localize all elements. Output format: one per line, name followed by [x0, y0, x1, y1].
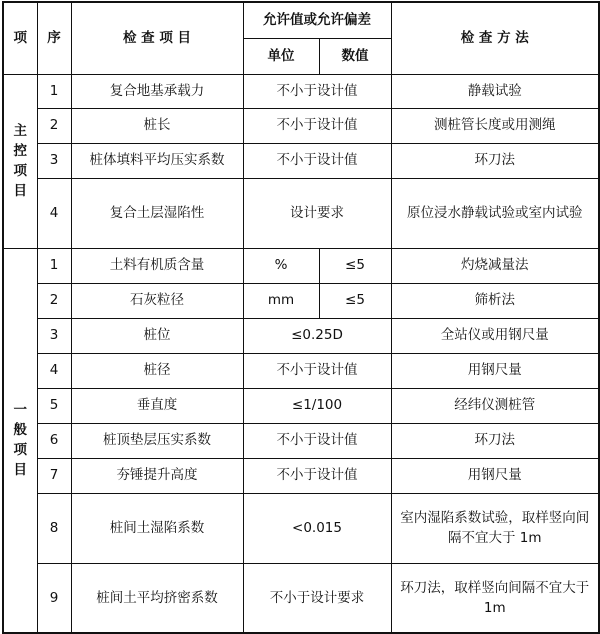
- row-no: 1: [37, 248, 71, 283]
- row-item: 桩径: [71, 353, 243, 388]
- row-method: 原位浸水静载试验或室内试验: [391, 178, 599, 248]
- row-no: 4: [37, 178, 71, 248]
- header-item: 检 查 项 目: [71, 2, 243, 74]
- header-method: 检 查 方 法: [391, 2, 599, 74]
- header-unit: 单位: [243, 38, 319, 74]
- row-item: 桩位: [71, 318, 243, 353]
- group-label-main: 主控项目: [3, 74, 37, 248]
- row-method: 测桩管长度或用测绳: [391, 108, 599, 143]
- row-allowance: 不小于设计值: [243, 458, 391, 493]
- row-value: ≤5: [319, 283, 391, 318]
- row-method: 全站仪或用钢尺量: [391, 318, 599, 353]
- row-allowance: 不小于设计值: [243, 108, 391, 143]
- row-item: 复合土层湿陷性: [71, 178, 243, 248]
- row-item: 石灰粒径: [71, 283, 243, 318]
- header-allowance: 允许值或允许偏差: [243, 2, 391, 38]
- row-item: 夯锤提升高度: [71, 458, 243, 493]
- header-no: 序: [37, 2, 71, 74]
- row-no: 5: [37, 388, 71, 423]
- row-allowance: ≤0.25D: [243, 318, 391, 353]
- row-method: 用钢尺量: [391, 458, 599, 493]
- row-no: 7: [37, 458, 71, 493]
- row-no: 1: [37, 74, 71, 108]
- row-item: 桩间土湿陷系数: [71, 493, 243, 563]
- row-no: 4: [37, 353, 71, 388]
- row-no: 2: [37, 108, 71, 143]
- row-allowance: ≤1/100: [243, 388, 391, 423]
- row-item: 桩间土平均挤密系数: [71, 563, 243, 633]
- header-value: 数值: [319, 38, 391, 74]
- row-allowance: 不小于设计值: [243, 143, 391, 178]
- row-item: 桩体填料平均压实系数: [71, 143, 243, 178]
- inspection-table: [2, 1, 600, 634]
- row-method: 环刀法: [391, 143, 599, 178]
- row-allowance: 设计要求: [243, 178, 391, 248]
- row-allowance: 不小于设计值: [243, 423, 391, 458]
- row-no: 9: [37, 563, 71, 633]
- row-method: 用钢尺量: [391, 353, 599, 388]
- row-item: 垂直度: [71, 388, 243, 423]
- group-label-general: 一般项目: [3, 248, 37, 633]
- row-unit: mm: [243, 283, 319, 318]
- row-item: 复合地基承载力: [71, 74, 243, 108]
- row-item: 土料有机质含量: [71, 248, 243, 283]
- row-method: 室内湿陷系数试验，取样竖向间隔不宜大于 1m: [391, 493, 599, 563]
- row-allowance: <0.015: [243, 493, 391, 563]
- row-no: 3: [37, 318, 71, 353]
- row-no: 3: [37, 143, 71, 178]
- row-no: 2: [37, 283, 71, 318]
- row-method: 经纬仪测桩管: [391, 388, 599, 423]
- row-method: 环刀法: [391, 423, 599, 458]
- row-method: 筛析法: [391, 283, 599, 318]
- row-item: 桩长: [71, 108, 243, 143]
- row-no: 8: [37, 493, 71, 563]
- row-value: ≤5: [319, 248, 391, 283]
- row-allowance: 不小于设计值: [243, 74, 391, 108]
- row-item: 桩顶垫层压实系数: [71, 423, 243, 458]
- row-method: 灼烧减量法: [391, 248, 599, 283]
- row-allowance: 不小于设计值: [243, 353, 391, 388]
- row-allowance: 不小于设计要求: [243, 563, 391, 633]
- row-no: 6: [37, 423, 71, 458]
- row-method: 静载试验: [391, 74, 599, 108]
- row-method: 环刀法，取样竖向间隔不宜大于 1m: [391, 563, 599, 633]
- header-category: 项: [3, 2, 37, 74]
- row-unit: %: [243, 248, 319, 283]
